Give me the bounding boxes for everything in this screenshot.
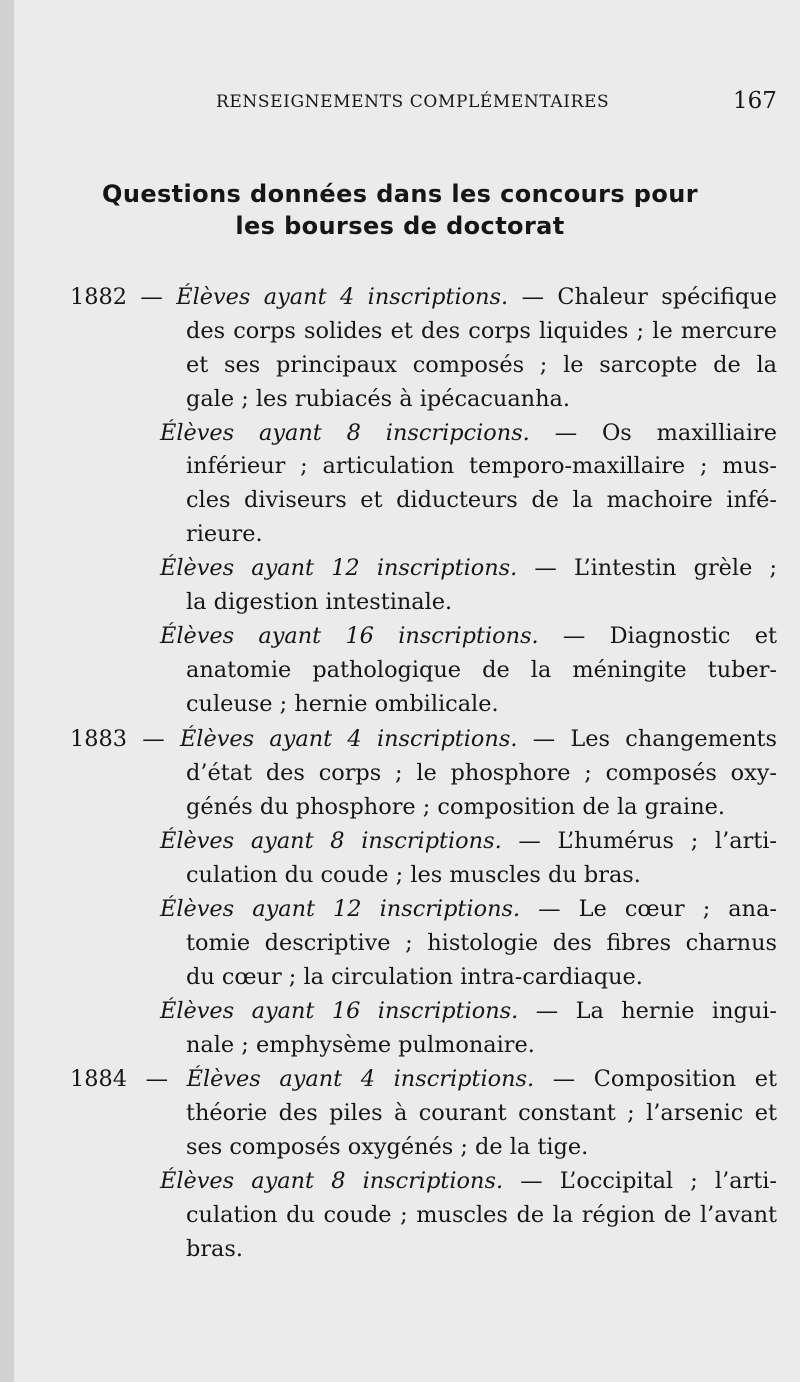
section-title-line-2: les bourses de doctorat	[235, 212, 565, 240]
page-number: 167	[733, 88, 777, 114]
student-group-label: Élèves ayant 16 inscriptions.	[160, 998, 519, 1024]
text-line	[160, 420, 777, 446]
line-text: — Les changements	[517, 726, 778, 752]
line-text: tomie descriptive ; histologie des fibres charnus	[186, 930, 777, 956]
line-text: — Le cœur ; ana-	[520, 896, 777, 922]
line-text: la digestion intestinale.	[186, 589, 453, 615]
text-line	[186, 386, 777, 412]
text-line	[186, 760, 777, 786]
text-line	[160, 555, 777, 581]
text-line	[186, 657, 777, 683]
text-line	[186, 453, 777, 479]
text-line	[186, 318, 777, 344]
year-label: 1884 —	[70, 1066, 187, 1092]
text-line	[186, 521, 777, 547]
line-text: cles diviseurs et diducteurs de la machoire infé-	[186, 487, 777, 513]
text-line	[160, 828, 777, 854]
text-line	[186, 1236, 777, 1262]
student-group-label: Élèves ayant 4 inscriptions.	[179, 726, 518, 752]
line-text: culation du coude ; muscles de la région de l’avant	[186, 1202, 777, 1228]
text-line	[186, 1100, 777, 1126]
text-line	[160, 998, 777, 1024]
line-text: — Composition et	[534, 1066, 777, 1092]
line-text: — Diagnostic et	[538, 623, 777, 649]
line-text: des corps solides et des corps liquides ; le mercure	[186, 318, 777, 344]
line-text: — Chaleur spécifique	[508, 284, 777, 310]
text-line	[70, 726, 777, 752]
line-text: — L’occipital ; l’arti-	[503, 1168, 777, 1194]
text-line	[186, 691, 777, 717]
running-head: RENSEIGNEMENTS COMPLÉMENTAIRES	[216, 92, 610, 112]
line-text: gale ; les rubiacés à ipécacuanha.	[186, 386, 570, 412]
student-group-label: Élèves ayant 12 inscriptions.	[160, 555, 518, 581]
student-group-label: Élèves ayant 16 inscriptions.	[160, 623, 539, 649]
line-text: — La hernie ingui-	[518, 998, 777, 1024]
student-group-label: Élèves ayant 8 inscriptions.	[160, 828, 502, 854]
line-text: d’état des corps ; le phosphore ; composés oxy-	[186, 760, 777, 786]
text-line	[186, 1032, 777, 1058]
line-text: du cœur ; la circulation intra-cardiaque.	[186, 964, 643, 990]
text-line	[186, 794, 777, 820]
text-line	[186, 352, 777, 378]
text-line	[70, 1066, 777, 1092]
text-line	[160, 1168, 777, 1194]
line-text: génés du phosphore ; composition de la graine.	[186, 794, 725, 820]
text-line	[186, 964, 777, 990]
text-line	[186, 1134, 777, 1160]
line-text: — Os maxilliaire	[529, 420, 777, 446]
year-label: 1883 —	[70, 726, 180, 752]
text-line	[186, 589, 777, 615]
line-text: — L’intestin grèle ;	[517, 555, 777, 581]
section-title-line-1: Questions données dans les concours pour	[102, 180, 698, 208]
line-text: et ses principaux composés ; le sarcopte de la	[186, 352, 777, 378]
line-text: culeuse ; hernie ombilicale.	[186, 691, 499, 717]
student-group-label: Élèves ayant 12 inscriptions.	[160, 896, 521, 922]
line-text: — L’humérus ; l’arti-	[501, 828, 777, 854]
line-text: anatomie pathologique de la méningite tuber-	[186, 657, 777, 683]
student-group-label: Élèves ayant 8 inscripcions.	[160, 420, 530, 446]
text-line	[186, 930, 777, 956]
student-group-label: Élèves ayant 8 inscriptions.	[160, 1168, 504, 1194]
line-text: rieure.	[186, 521, 263, 547]
line-text: ses composés oxygénés ; de la tige.	[186, 1134, 589, 1160]
line-text: culation du coude ; les muscles du bras.	[186, 862, 641, 888]
text-line	[160, 896, 777, 922]
student-group-label: Élèves ayant 4 inscriptions.	[176, 284, 509, 310]
text-line	[70, 284, 777, 310]
text-line	[186, 862, 777, 888]
year-label: 1882 —	[70, 284, 177, 310]
line-text: nale ; emphysème pulmonaire.	[186, 1032, 535, 1058]
text-line	[160, 623, 777, 649]
line-text: théorie des piles à courant constant ; l’arsenic et	[186, 1100, 777, 1126]
text-line	[186, 487, 777, 513]
line-text: inférieur ; articulation temporo-maxillaire ; mus-	[186, 453, 777, 479]
line-text: bras.	[186, 1236, 243, 1262]
text-line	[186, 1202, 777, 1228]
student-group-label: Élèves ayant 4 inscriptions.	[186, 1066, 535, 1092]
